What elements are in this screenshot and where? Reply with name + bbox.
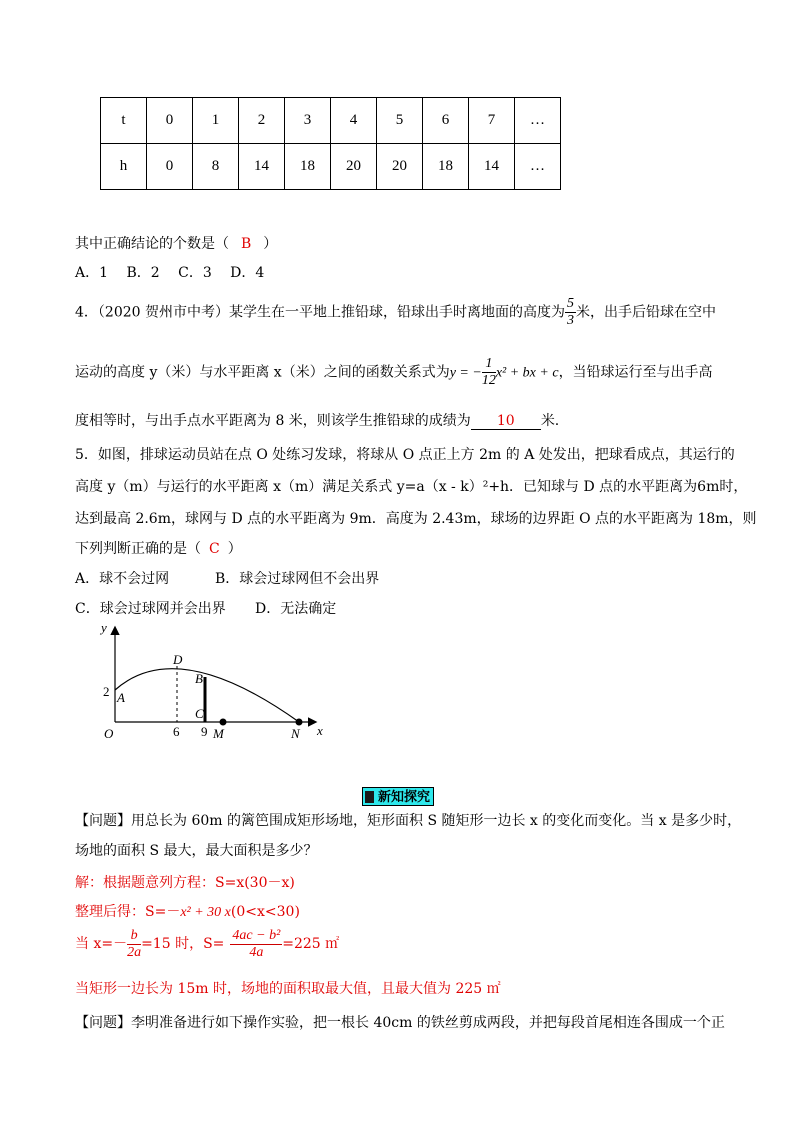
table-cell: t: [101, 98, 147, 144]
ball-trajectory: [115, 669, 299, 722]
label-n: N: [291, 726, 300, 741]
table-cell: 14: [469, 144, 515, 190]
table-cell: 14: [239, 144, 285, 190]
vertex-x-fraction: $\frac{b}{2a}$: [127, 927, 142, 960]
label-9: 9: [201, 724, 208, 739]
problem1-line2: 场地的面积 S 最大，最大面积是多少？: [75, 843, 318, 859]
table-cell: 0: [147, 98, 193, 144]
banner-square-icon: [365, 791, 374, 803]
table-cell: 5: [377, 98, 423, 144]
solution-line3: 当 x=－ $\frac{b}{2a}$ =15 时，S= $\frac{\text{4ac − b²}}{4a}$ =225 ㎡: [75, 927, 340, 960]
q5-option-d: D．无法确定: [255, 601, 337, 617]
label-6: 6: [173, 724, 180, 739]
label-c: C: [195, 706, 204, 721]
q5-line4: 下列判断正确的是（ C ）: [75, 541, 242, 557]
q5-option-a: A．球不会过网: [75, 571, 170, 587]
solution-line4: 当矩形一边长为 15m 时，场地的面积取最大值，且最大值为 225 ㎡: [75, 981, 501, 997]
label-x: x: [317, 723, 323, 738]
q3-stem: 其中正确结论的个数是（ B ）: [75, 236, 278, 252]
label-m: M: [213, 726, 224, 741]
q5-option-c: C．球会过球网并会出界: [75, 601, 226, 617]
q4-formula-fraction: $\frac{1}{12}$: [481, 356, 496, 388]
table-cell: 18: [285, 144, 331, 190]
table-cell: 0: [147, 144, 193, 190]
problem1-line1: 【问题】用总长为 60m 的篱笆围成矩形场地，矩形面积 S 随矩形一边长 x 的变化而变化。当 x 是多少时，: [75, 813, 742, 829]
q4-fraction: $\frac{5}{3}$: [566, 296, 574, 328]
q3-options: A．1 B．2 C．3 D．4: [75, 265, 265, 281]
table-cell: 6: [423, 98, 469, 144]
volleyball-figure: [95, 620, 335, 745]
table-row: [101, 98, 561, 144]
q4-line2: 运动的高度 y（米）与水平距离 x（米）之间的函数关系式为y = − $\frac{1}{12}$ x² + bx + c，当铅球运行至与出手高: [75, 356, 713, 388]
label-o: O: [104, 726, 114, 741]
table-cell: 20: [377, 144, 423, 190]
q5-line1: 5．如图，排球运动员站在点 O 处练习发球，将球从 O 点正上方 2m 的 A 处发出，把球看成点，其运行的: [75, 447, 735, 463]
table-cell: 18: [423, 144, 469, 190]
point-m: [220, 719, 227, 726]
q3-answer: B: [241, 236, 252, 252]
q4-line3: 度相等时，与出手点水平距离为 8 米，则该学生推铅球的成绩为 10 米.: [75, 413, 560, 429]
section-banner: 新知探究: [362, 787, 434, 806]
data-table: [100, 97, 561, 190]
table-cell: 1: [193, 98, 239, 144]
table-cell: 8: [193, 144, 239, 190]
table-cell: 20: [331, 144, 377, 190]
point-n: [296, 719, 303, 726]
solution-line1: 解：根据题意列方程：S=x(30－x): [75, 875, 295, 891]
q5-answer: C: [209, 541, 220, 557]
label-d: D: [173, 652, 183, 667]
label-a: A: [117, 690, 125, 705]
table-row: [101, 144, 561, 190]
q5-line3: 达到最高 2.6m，球网与 D 点的水平距离为 9m．高度为 2.43m，球场的边界距 O 点的水平距离为 18m，则: [75, 511, 757, 527]
label-y: y: [101, 620, 107, 635]
q4-answer: 10: [471, 413, 541, 430]
table-cell: 3: [285, 98, 331, 144]
solution-line2: 整理后得：S=－x² + 30 x(0<x<30): [75, 904, 300, 920]
problem2-line1: 【问题】李明准备进行如下操作实验，把一根长 40cm 的铁丝剪成两段，并把每段首尾相连各围成一个正: [75, 1015, 725, 1031]
q5-line2: 高度 y（m）与运行的水平距离 x（m）满足关系式 y=a（x - k）²+h．已知球与 D 点的水平距离为6m时，: [75, 479, 748, 495]
table-cell: …: [515, 144, 561, 190]
label-2: 2: [103, 684, 110, 699]
q4-line1: 4．（2020 贺州市中考）某学生在一平地上推铅球，铅球出手时离地面的高度为 $\frac{5}{3}$ 米，出手后铅球在空中: [75, 296, 716, 328]
table-cell: …: [515, 98, 561, 144]
label-b: B: [195, 671, 203, 686]
table-cell: 7: [469, 98, 515, 144]
q5-option-b: B．球会过球网但不会出界: [215, 571, 380, 587]
table-cell: 4: [331, 98, 377, 144]
table-cell: 2: [239, 98, 285, 144]
table-cell: h: [101, 144, 147, 190]
max-value-fraction: $\frac{\text{4ac − b²}}{4a}$: [232, 927, 281, 960]
